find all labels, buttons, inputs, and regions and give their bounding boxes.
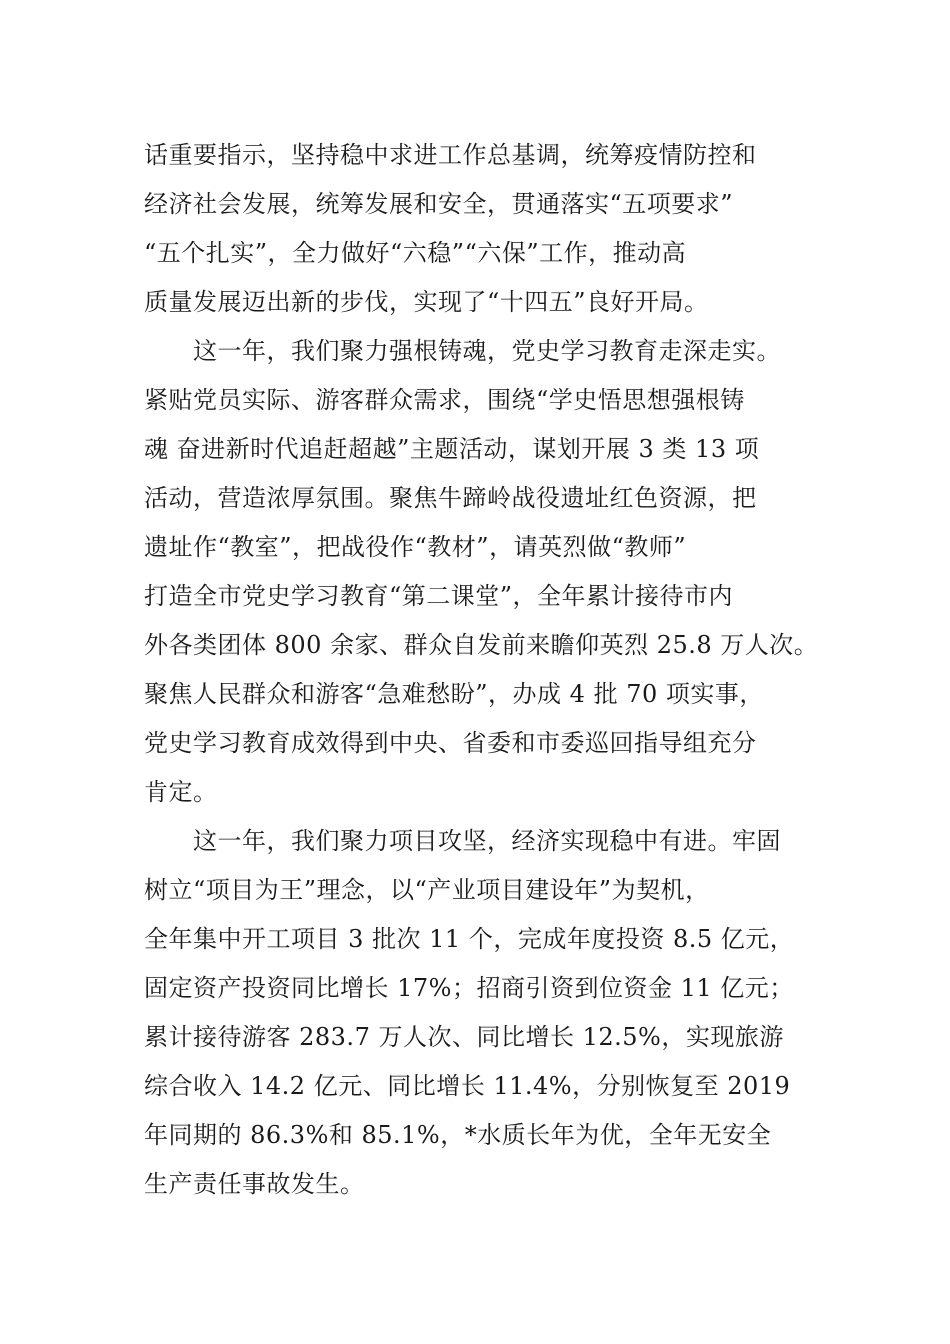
text-line: 累计接待游客 283.7 万人次、同比增长 12.5%，实现旅游 [144,1023,784,1051]
text-line: 聚焦人民群众和游客“急难愁盼”，办成 4 批 70 项实事， [144,680,764,708]
paragraph-start-line: 这一年，我们聚力项目攻坚，经济实现稳中有进。牢固 [144,827,781,855]
text-line: 魂 奋进新时代追赶超越”主题活动，谋划开展 3 类 13 项 [144,435,760,463]
text-line: 生产责任事故发生。 [144,1170,365,1198]
paragraph-start-line: 这一年，我们聚力强根铸魂，党史学习教育走深走实。 [144,337,781,365]
text-line: 话重要指示，坚持稳中求进工作总基调，统筹疫情防控和 [144,141,757,169]
text-line: 打造全市党史学习教育“第二课堂”，全年累计接待市内 [144,582,734,610]
text-line: 综合收入 14.2 亿元、同比增长 11.4%，分别恢复至 2019 [144,1072,791,1100]
text-line: 树立“项目为王”理念，以“产业项目建设年”为契机， [144,876,710,904]
text-line: “五个扎实”，全力做好“六稳”“六保”工作，推动高 [144,239,687,267]
text-line: 外各类团体 800 余家、群众自发前来瞻仰英烈 25.8 万人次。 [144,631,819,659]
text-line: 活动，营造浓厚氛围。聚焦牛蹄岭战役遗址红色资源，把 [144,484,757,512]
text-line: 固定资产投资同比增长 17%；招商引资到位资金 11 亿元； [144,974,794,1002]
text-line: 质量发展迈出新的步伐，实现了“十四五”良好开局。 [144,288,709,316]
text-line: 全年集中开工项目 3 批次 11 个，完成年度投资 8.5 亿元， [144,925,795,953]
text-line: 年同期的 86.3%和 85.1%，*水质长年为优，全年无安全 [144,1121,772,1149]
text-line: 党史学习教育成效得到中央、省委和市委巡回指导组充分 [144,729,757,757]
text-line: 紧贴党员实际、游客群众需求，围绕“学史悟思想强根铸 [144,386,745,414]
text-line: 肯定。 [144,778,218,806]
body-text [144,131,824,1209]
text-line: 遗址作“教室”，把战役作“教材”，请英烈做“教师” [144,533,687,561]
text-line: 经济社会发展，统筹发展和安全，贯通落实“五项要求” [144,190,734,218]
